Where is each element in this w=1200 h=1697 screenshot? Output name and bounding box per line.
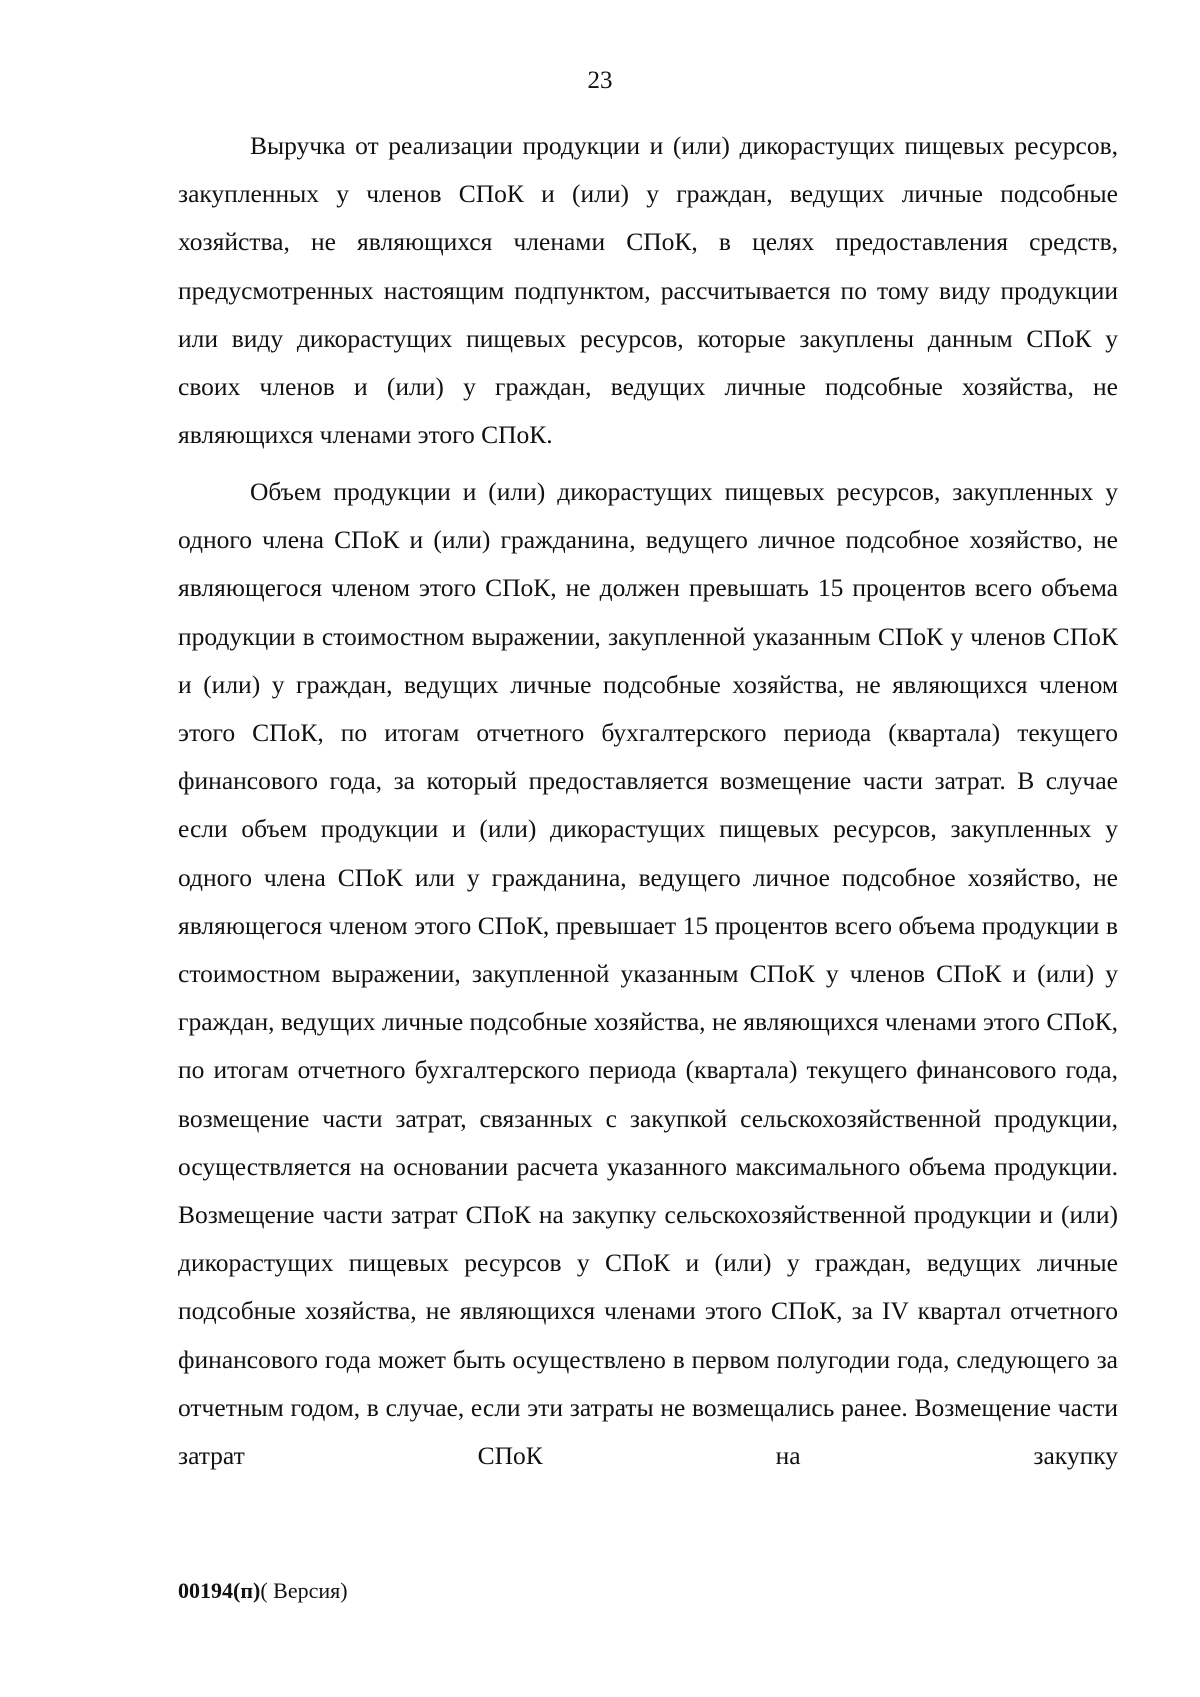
document-footer [178,1580,348,1602]
document-version: ( Версия) [260,1578,348,1603]
document-code: 00194(п) [178,1578,261,1603]
paragraph-block-2 [178,468,1118,1480]
paragraph-1: Выручка от реализации продукции и (или) дикорастущих пищевых ресурсов, закупленных у членов СПоК и (или) у граждан, ведущих личные подсобные хозяйства, не являющихся членами СПоК, в целях предоставления средств, предусмотренных настоящим подпунктом, рассчитывается по тому виду продукции или виду дикорастущих пищевых ресурсов, которые закуплены данным СПоК у своих членов и (или) у граждан, ведущих личные подсобные хозяйства, не являющихся членами этого СПоК. [178,131,1118,450]
paragraph-block-1 [178,122,1118,459]
paragraph-2: Объем продукции и (или) дикорастущих пищевых ресурсов, закупленных у одного члена СПоК и (или) гражданина, ведущего личное подсобное хозяйство, не являющегося членом этого СПоК, не должен превышать 15 процентов всего объема продукции в стоимостном выражении, закупленной указанным СПоК у членов СПоК и (или) у граждан, ведущих личные подсобные хозяйства, не являющихся членом этого СПоК, по итогам отчетного бухгалтерского периода (квартала) текущего финансового года, за который предоставляется возмещение части затрат. В случае если объем продукции и (или) дикорастущих пищевых ресурсов, закупленных у одного члена СПоК или у гражданина, ведущего личное подсобное хозяйство, не являющегося членом этого СПоК, превышает 15 процентов всего объема продукции в стоимостном выражении, закупленной указанным СПоК у членов СПоК и (или) у граждан, ведущих личные подсобные хозяйства, не являющихся членами этого СПоК, по итогам отчетного бухгалтерского периода (квартала) текущего финансового года, возмещение части затрат, связанных с закупкой сельскохозяйственной продукции, осуществляется на основании расчета указанного максимального объема продукции. Возмещение части затрат СПоК на закупку сельскохозяйственной продукции и (или) дикорастущих пищевых ресурсов у СПоК и (или) у граждан, ведущих личные подсобные хозяйства, не являющихся членами этого СПоК, за IV квартал отчетного финансового года может быть осуществлено в первом полугодии года, следующего за отчетным годом, в случае, если эти затраты не возмещались ранее. Возмещение части затрат СПоК на закупку [178,477,1118,1471]
page-number: 23 [587,67,613,94]
